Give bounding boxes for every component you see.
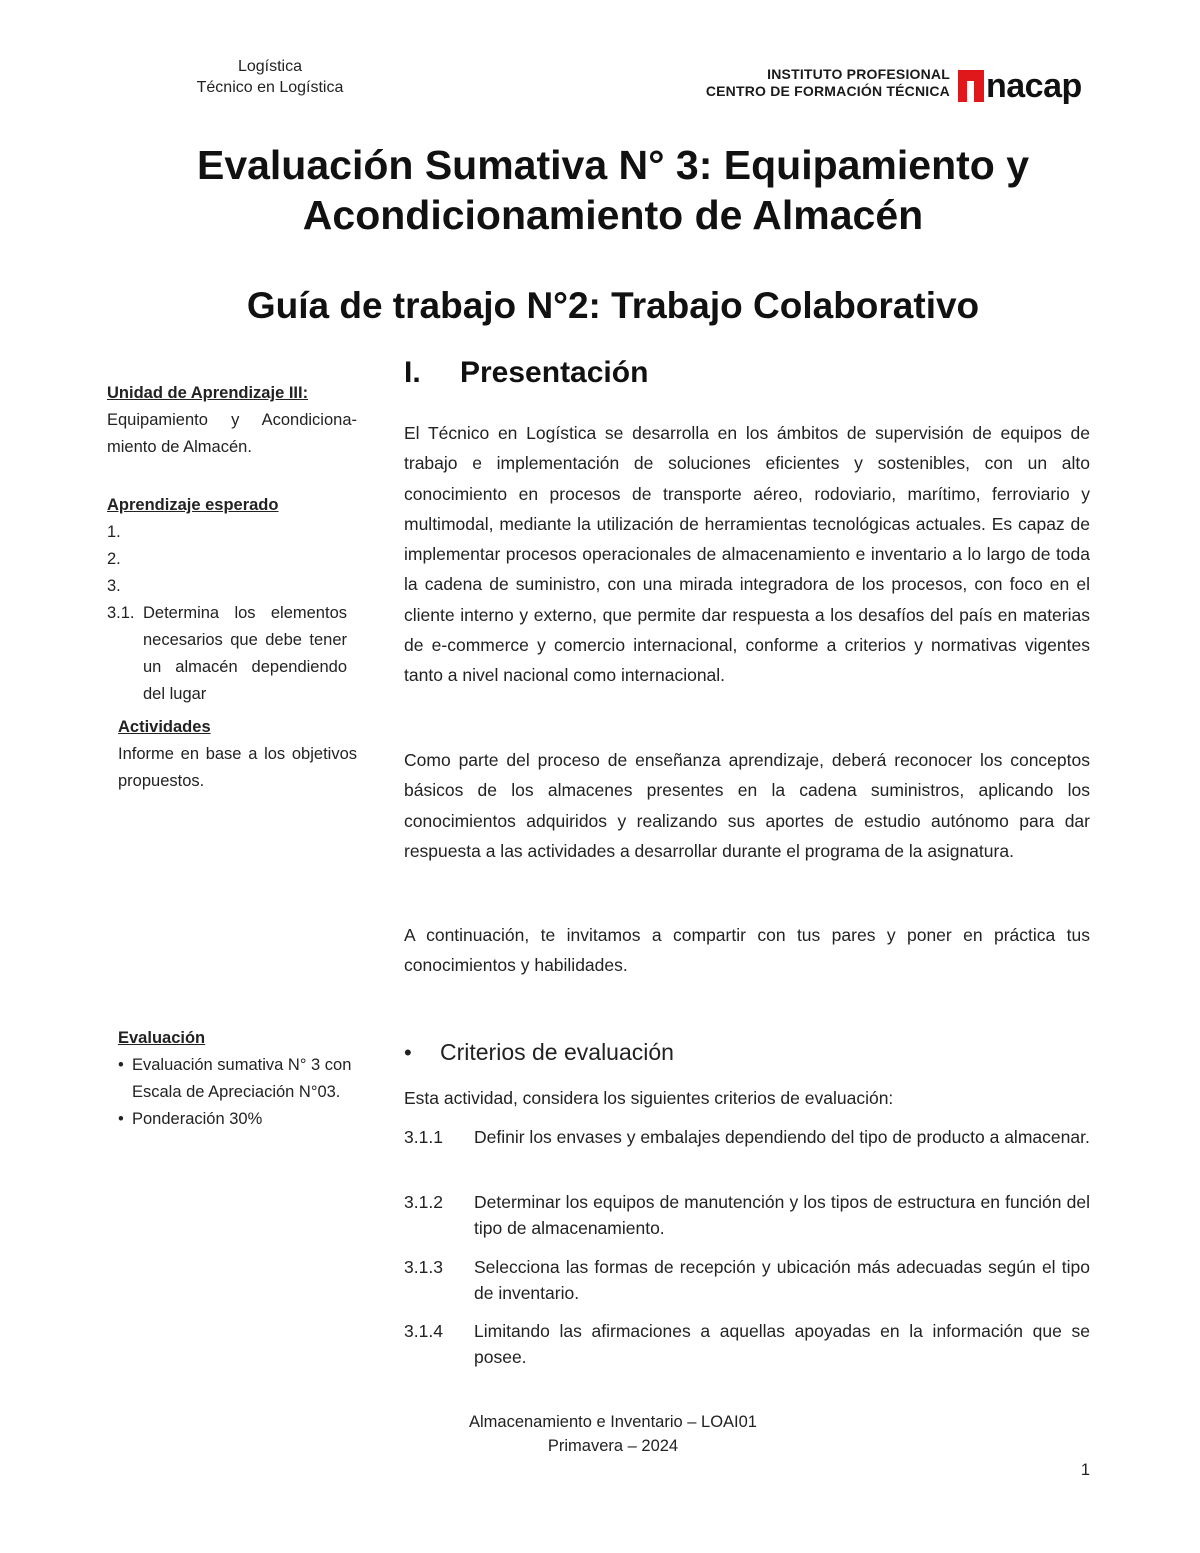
outcome-number: 3. (107, 577, 121, 595)
criteria-text: Selecciona las formas de recepción y ubicación más adecuadas según el tipo de inventario. (474, 1257, 1090, 1303)
inacap-logo (958, 68, 1082, 104)
program-name: Logística (237, 58, 303, 75)
criteria-item (404, 1189, 1090, 1241)
criteria-number: 3.1.1 (404, 1127, 443, 1147)
criteria-text: Definir los envases y embalajes dependiendo del tipo de producto a almacenar. (474, 1127, 1090, 1147)
outcome-item (107, 573, 347, 600)
presentation-paragraph: A continuación, te invitamos a compartir con tus pares y poner en práctica tus conocimientos y habilidades. (404, 925, 1090, 976)
page-number: 1 (1080, 1461, 1090, 1479)
criteria-item (404, 1318, 1090, 1370)
criteria-number: 3.1.3 (404, 1257, 443, 1277)
header-program (150, 56, 390, 98)
sidebar-activities (118, 714, 357, 795)
outcome-text: Determina los elementos necesarios que debe tener un almacén dependiendo del lugar (143, 604, 347, 703)
outcome-text (143, 546, 347, 573)
criteria-heading (404, 1036, 674, 1069)
outcome-item (107, 600, 347, 708)
criteria-title: Criterios de evaluación (440, 1039, 674, 1065)
document-subtitle: Guía de trabajo N°2: Trabajo Colaborativo (246, 285, 980, 326)
unit-text: Equipamiento y Acondiciona-miento de Almacén. (107, 411, 357, 456)
presentation-paragraph: El Técnico en Logística se desarrolla en los ámbitos de supervisión de equipos de trabajo e implementación de soluciones eficientes y sostenibles, con un alto conocimiento en procesos de transporte aéreo, rodoviario, marítimo, ferroviario y multimodal, mediante la utilización de herramientas tecnológicas actuales. Es capaz de implementar procesos operacionales de almacenamiento e inventario a lo largo de toda la cadena de suministro, con una mirada integradora de los procesos, con foco en el cliente interno y externo, que permite dar respuesta a los desafíos del país en materias de e-commerce y comercio internacional, conforme a criterios y normativas vigentes tanto a nivel nacional como internacional. (404, 423, 1090, 686)
outcome-text (143, 573, 347, 600)
criteria-item (404, 1124, 1090, 1150)
criteria-text: Limitando las afirmaciones a aquellas apoyadas en la información que se posee. (474, 1321, 1090, 1367)
institution-name (620, 66, 950, 100)
outcome-number: 2. (107, 550, 121, 568)
activities-heading: Actividades (118, 718, 211, 736)
institution-line-2: CENTRO DE FORMACIÓN TÉCNICA (705, 83, 950, 99)
criteria-number: 3.1.2 (404, 1192, 443, 1212)
criteria-item (404, 1254, 1090, 1306)
outcome-number: 3.1. (107, 604, 135, 622)
presentation-paragraph: Como parte del proceso de enseñanza aprendizaje, deberá reconocer los conceptos básicos de los almacenes presentes en la cadena suministros, aplicando los conocimientos adquiridos y realizando sus aportes de estudio autónomo para dar respuesta a las actividades a desarrollar durante el programa de la asignatura. (404, 750, 1090, 861)
logo-mark-icon (958, 70, 984, 102)
footer-term: Primavera – 2024 (547, 1437, 679, 1455)
criteria-text: Determinar los equipos de manutención y los tipos de estructura en función del tipo de almacenamiento. (474, 1192, 1090, 1238)
outcome-number: 1. (107, 523, 121, 541)
career-name: Técnico en Logística (196, 79, 344, 96)
section-title: Presentación (460, 356, 649, 389)
evaluation-item: • Evaluación sumativa N° 3 con Escala de Apreciación N°03. (118, 1052, 378, 1106)
outcome-item (107, 546, 347, 573)
criteria-number: 3.1.4 (404, 1321, 443, 1341)
unit-heading: Unidad de Aprendizaje III: (107, 384, 309, 402)
outcome-heading: Aprendizaje esperado (107, 496, 279, 514)
institution-line-1: INSTITUTO PROFESIONAL (767, 66, 950, 82)
section-number: I. (404, 356, 421, 389)
criteria-intro: Esta actividad, considera los siguientes criterios de evaluación: (404, 1088, 894, 1108)
bullet-icon: • (404, 1040, 412, 1065)
evaluation-item: • Ponderación 30% (118, 1106, 378, 1133)
evaluation-heading: Evaluación (118, 1029, 206, 1047)
outcome-text (143, 519, 347, 546)
section-heading (404, 354, 648, 392)
document-title: Evaluación Sumativa N° 3: Equipamiento y Acondicionamiento de Almacén (196, 142, 1030, 238)
sidebar-evaluation (118, 1025, 378, 1133)
sidebar-outcomes (107, 492, 347, 708)
footer-course: Almacenamiento e Inventario – LOAI01 (468, 1413, 757, 1431)
page-footer (380, 1410, 846, 1458)
activities-text: Informe en base a los objetivos propuestos. (118, 745, 357, 790)
logo-text: nacap (986, 67, 1082, 105)
sidebar-unit (107, 380, 357, 461)
outcome-item (107, 519, 347, 546)
evaluation-list (118, 1052, 378, 1133)
